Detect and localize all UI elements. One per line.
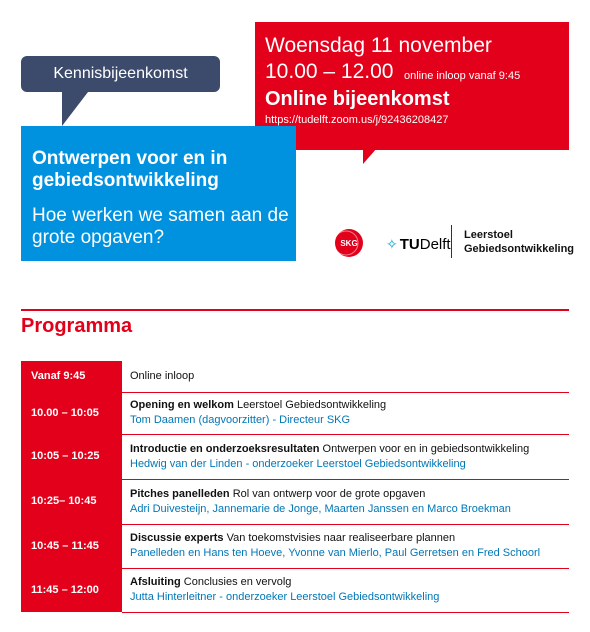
leerstoel-line2: Gebiedsontwikkeling bbox=[464, 243, 575, 255]
speech-tail-navy bbox=[62, 92, 88, 126]
row-time: 10:25– 10:45 bbox=[21, 479, 122, 524]
section-divider bbox=[21, 309, 569, 311]
row-heading: Opening en welkom bbox=[130, 399, 234, 411]
tudelft-logo bbox=[386, 233, 451, 255]
row-heading: Pitches panelleden bbox=[130, 488, 230, 500]
event-date: Woensdag 11 november bbox=[265, 34, 492, 57]
intro-box bbox=[21, 126, 296, 261]
skg-logo-text: SKG bbox=[340, 239, 358, 248]
tudelft-suffix: Delft bbox=[419, 235, 451, 253]
row-speaker: Panelleden en Hans ten Hoeve, Yvonne van Mierlo, Paul Gerretsen en Fred Schoorl bbox=[130, 547, 541, 559]
inloop-note: online inloop vanaf 9:45 bbox=[404, 70, 521, 82]
row-speaker: Tom Daamen (dagvoorzitter) - Directeur SKG bbox=[130, 414, 351, 426]
programma-title: Programma bbox=[21, 315, 133, 337]
row-time: 10.00 – 10:05 bbox=[21, 392, 122, 434]
event-type-tag: Kennisbijeenkomst bbox=[21, 56, 220, 92]
event-time: 10.00 – 12.00 bbox=[265, 60, 394, 83]
programma-row bbox=[21, 568, 569, 612]
row-text: Leerstoel Gebiedsontwikkeling bbox=[233, 399, 387, 411]
row-divider bbox=[122, 612, 569, 613]
row-speaker: Jutta Hinterleitner - onderzoeker Leerstoel Gebiedsontwikkeling bbox=[130, 591, 440, 603]
programma-row bbox=[21, 479, 569, 524]
programma-row bbox=[21, 361, 569, 392]
programma-row bbox=[21, 434, 569, 479]
speech-tail-red bbox=[363, 148, 377, 164]
intro-subtitle: Hoe werken we samen aan de grote opgaven? bbox=[32, 205, 289, 248]
online-title: Online bijeenkomst bbox=[265, 88, 450, 110]
programma-row bbox=[21, 524, 569, 568]
intro-title: Ontwerpen voor en in gebiedsontwikkeling bbox=[32, 148, 228, 191]
row-heading: Introductie en onderzoeksresultaten bbox=[130, 443, 320, 455]
row-text: Online inloop bbox=[130, 370, 195, 382]
row-heading: Discussie experts bbox=[130, 532, 224, 544]
tudelft-prefix: TU bbox=[399, 235, 420, 253]
zoom-link[interactable]: https://tudelft.zoom.us/j/92436208427 bbox=[265, 114, 449, 126]
row-time: Vanaf 9:45 bbox=[21, 361, 122, 392]
row-speaker: Adri Duivesteijn, Jannemarie de Jonge, Maarten Janssen en Marco Broekman bbox=[130, 503, 511, 515]
row-time: 11:45 – 12:00 bbox=[21, 568, 122, 612]
leerstoel-line1: Leerstoel bbox=[464, 229, 513, 241]
programma-row bbox=[21, 392, 569, 434]
row-text: Van toekomstvisies naar realiseerbare plannen bbox=[223, 532, 456, 544]
skg-logo bbox=[334, 228, 364, 258]
leerstoel-logo bbox=[464, 228, 574, 256]
row-time: 10:05 – 10:25 bbox=[21, 434, 122, 479]
logo-divider bbox=[451, 225, 452, 258]
row-text: Conclusies en vervolg bbox=[180, 576, 292, 588]
event-info-box bbox=[255, 22, 569, 150]
row-text: Rol van ontwerp voor de grote opgaven bbox=[229, 488, 426, 500]
row-time: 10:45 – 11:45 bbox=[21, 524, 122, 568]
row-speaker: Hedwig van der Linden - onderzoeker Leerstoel Gebiedsontwikkeling bbox=[130, 458, 466, 470]
flame-icon: ✧ bbox=[386, 235, 398, 252]
row-heading: Afsluiting bbox=[130, 576, 181, 588]
row-text: Ontwerpen voor en in gebiedsontwikkeling bbox=[319, 443, 530, 455]
